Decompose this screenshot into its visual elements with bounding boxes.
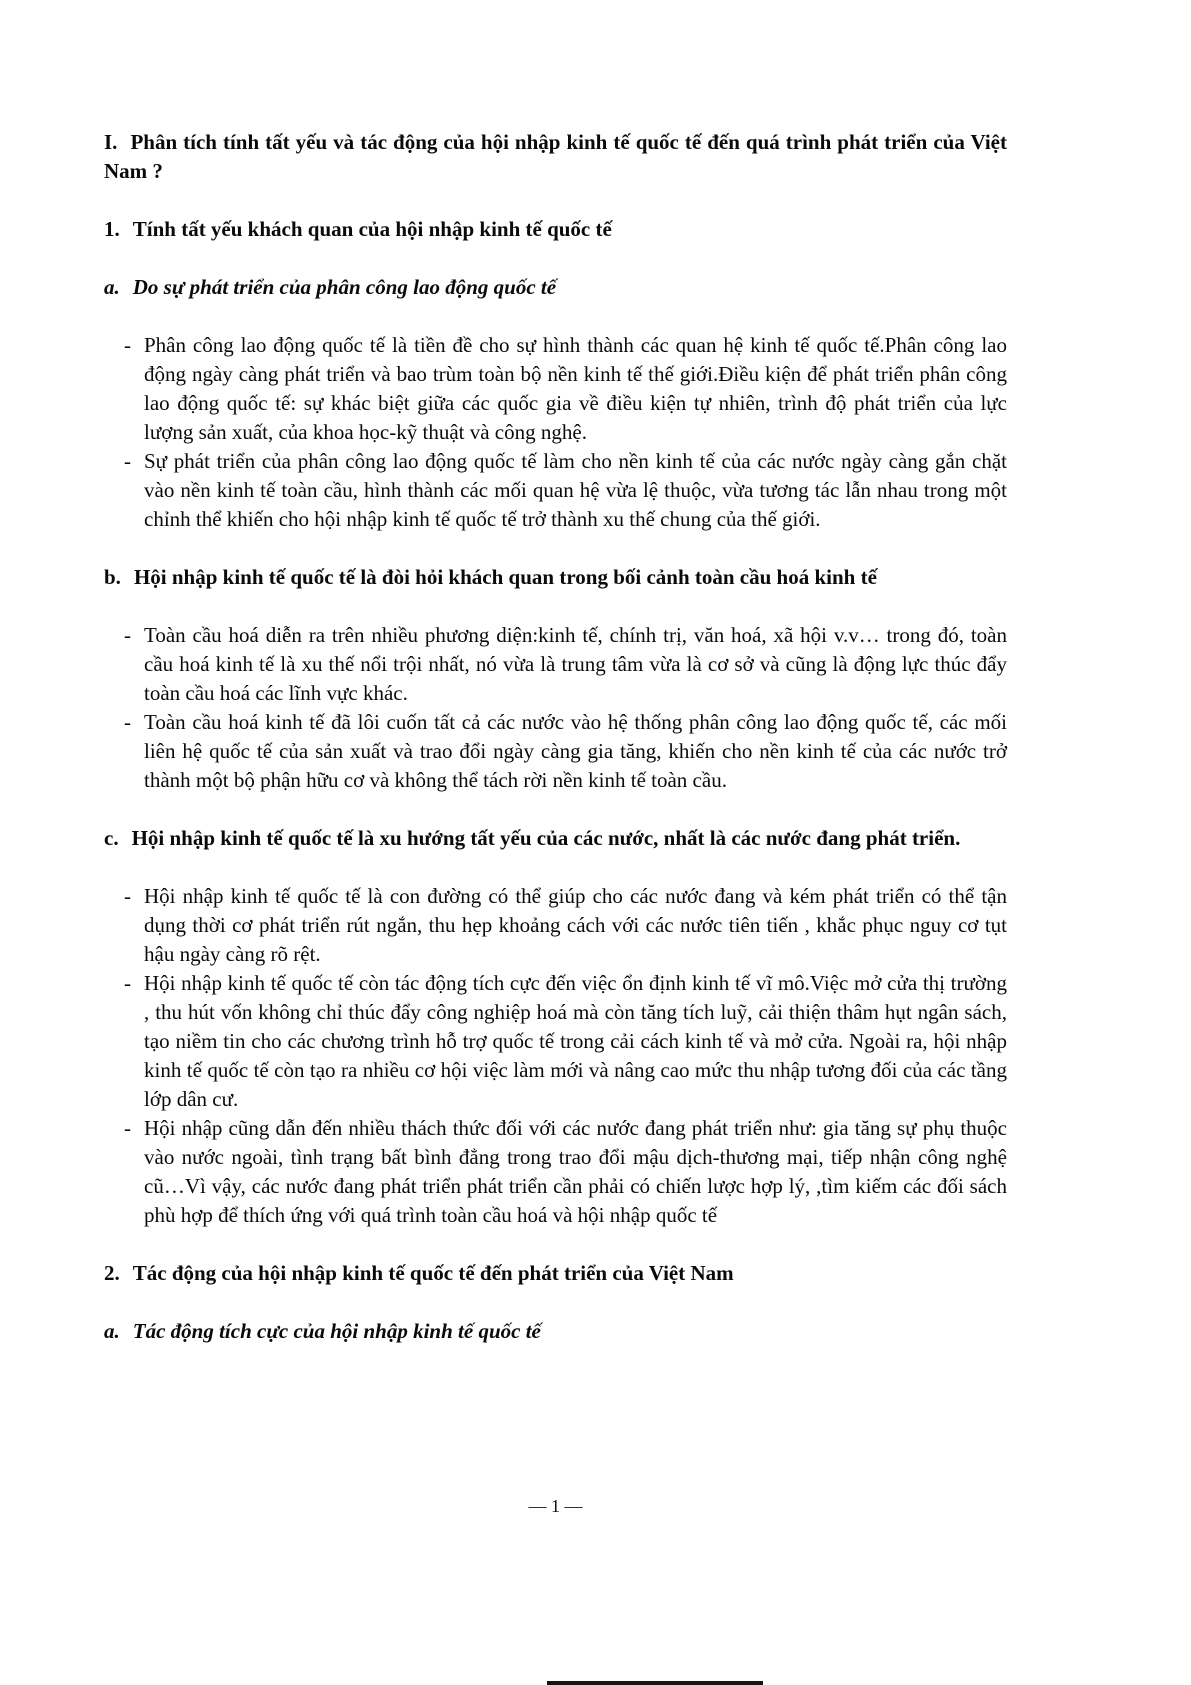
section-1c-heading-text: Hội nhập kinh tế quốc tế là xu hướng tất yếu của các nước, nhất là các nước đang phát triển.	[131, 826, 961, 850]
bullet-marker: -	[124, 884, 131, 908]
bullet-text: Phân công lao động quốc tế là tiền đề cho sự hình thành các quan hệ kinh tế quốc tế.Phân công lao động ngày càng phát triển và bao trùm toàn bộ nền kinh tế thế giới.Điều kiện để phát triển phân công lao động quốc tế: sự khác biệt giữa các quốc gia về điều kiện tự nhiên, trình độ phát triển của lực lượng sản xuất, của khoa học-kỹ thuật và công nghệ.	[144, 333, 1007, 444]
main-heading-number: I.	[104, 130, 118, 154]
section-2a-heading	[104, 1317, 1007, 1346]
main-heading	[104, 128, 1007, 186]
bullet-marker: -	[124, 1116, 131, 1140]
section-1a-heading-number: a.	[104, 275, 120, 299]
section-1c-list	[104, 882, 1007, 1230]
section-1c-heading-number: c.	[104, 826, 119, 850]
section-2a-heading-text: Tác động tích cực của hội nhập kinh tế quốc tế	[132, 1319, 541, 1343]
section-1-heading-number: 1.	[104, 217, 120, 241]
section-2-heading-text: Tác động của hội nhập kinh tế quốc tế đến phát triển của Việt Nam	[132, 1261, 734, 1285]
bullet-text: Sự phát triển của phân công lao động quốc tế làm cho nền kinh tế của các nước ngày càng gắn chặt vào nền kinh tế toàn cầu, hình thành các mối quan hệ vừa lệ thuộc, vừa tương tác lẫn nhau trong một chỉnh thể khiến cho hội nhập kinh tế quốc tế trở thành xu thế chung của thế giới.	[144, 449, 1007, 531]
section-1b-heading	[104, 563, 1007, 592]
section-2-heading	[104, 1259, 1007, 1288]
bullet-marker: -	[124, 333, 131, 357]
bullet-text: Toàn cầu hoá kinh tế đã lôi cuốn tất cả các nước vào hệ thống phân công lao động quốc tế, các mối liên hệ quốc tế của sản xuất và trao đổi ngày càng gia tăng, khiến cho nền kinh tế của các nước trở thành một bộ phận hữu cơ và không thể tách rời nền kinh tế toàn cầu.	[144, 710, 1007, 792]
section-2-heading-number: 2.	[104, 1261, 120, 1285]
section-1a-heading-text: Do sự phát triển của phân công lao động quốc tế	[132, 275, 557, 299]
bullet-item	[104, 969, 1007, 1114]
bullet-item	[104, 1114, 1007, 1230]
page-number-footer: — 1 —	[528, 1496, 583, 1516]
section-1a-heading	[104, 273, 1007, 302]
bullet-item	[104, 331, 1007, 447]
bullet-marker: -	[124, 710, 131, 734]
section-1a-list	[104, 331, 1007, 534]
bullet-text: Toàn cầu hoá diễn ra trên nhiều phương diện:kinh tế, chính trị, văn hoá, xã hội v.v… trong đó, toàn cầu hoá kinh tế là xu thế nổi trội nhất, nó vừa là trung tâm vừa là cơ sở và cũng là động lực thúc đẩy toàn cầu hoá các lĩnh vực khác.	[144, 623, 1007, 705]
section-1-heading	[104, 215, 1007, 244]
bottom-edge-artifact	[547, 1681, 763, 1685]
section-1b-heading-text: Hội nhập kinh tế quốc tế là đòi hỏi khách quan trong bối cảnh toàn cầu hoá kinh tế	[133, 565, 877, 589]
bullet-marker: -	[124, 449, 131, 473]
section-2a-heading-number: a.	[104, 1319, 120, 1343]
bullet-item	[104, 621, 1007, 708]
section-1-heading-text: Tính tất yếu khách quan của hội nhập kinh tế quốc tế	[132, 217, 612, 241]
section-1b-list	[104, 621, 1007, 795]
bullet-text: Hội nhập cũng dẫn đến nhiều thách thức đối với các nước đang phát triển như: gia tăng sự phụ thuộc vào nước ngoài, tình trạng bất bình đẳng trong trao đổi mậu dịch-thương mại, tiếp nhận công nghệ cũ…Vì vậy, các nước đang phát triển phát triển cần phải có chiến lược hợp lý, ,tìm kiếm các đối sách phù hợp để thích ứng với quá trình toàn cầu hoá và hội nhập quốc tế	[144, 1116, 1007, 1227]
main-heading-text: Phân tích tính tất yếu và tác động của hội nhập kinh tế quốc tế đến quá trình phát triển của Việt Nam ?	[104, 130, 1007, 183]
bullet-text: Hội nhập kinh tế quốc tế còn tác động tích cực đến việc ổn định kinh tế vĩ mô.Việc mở cửa thị trường , thu hút vốn không chỉ thúc đẩy công nghiệp hoá mà còn tăng tích luỹ, cải thiện thâm hụt ngân sách, tạo niềm tin cho các chương trình hỗ trợ quốc tế trong cải cách kinh tế và mở cửa. Ngoài ra, hội nhập kinh tế quốc tế còn tạo ra nhiều cơ hội việc làm mới và nâng cao mức thu nhập tương đối của các tầng lớp dân cư.	[144, 971, 1007, 1111]
bullet-marker: -	[124, 623, 131, 647]
bullet-item	[104, 447, 1007, 534]
bullet-text: Hội nhập kinh tế quốc tế là con đường có thể giúp cho các nước đang và kém phát triển có thể tận dụng thời cơ phát triển rút ngắn, thu hẹp khoảng cách với các nước tiên tiến , khắc phục nguy cơ tụt hậu ngày càng rõ rệt.	[144, 884, 1007, 966]
section-1b-heading-number: b.	[104, 565, 121, 589]
bullet-item	[104, 882, 1007, 969]
bullet-marker: -	[124, 971, 131, 995]
document-content	[104, 128, 1007, 1346]
section-1c-heading	[104, 824, 1007, 853]
bullet-item	[104, 708, 1007, 795]
